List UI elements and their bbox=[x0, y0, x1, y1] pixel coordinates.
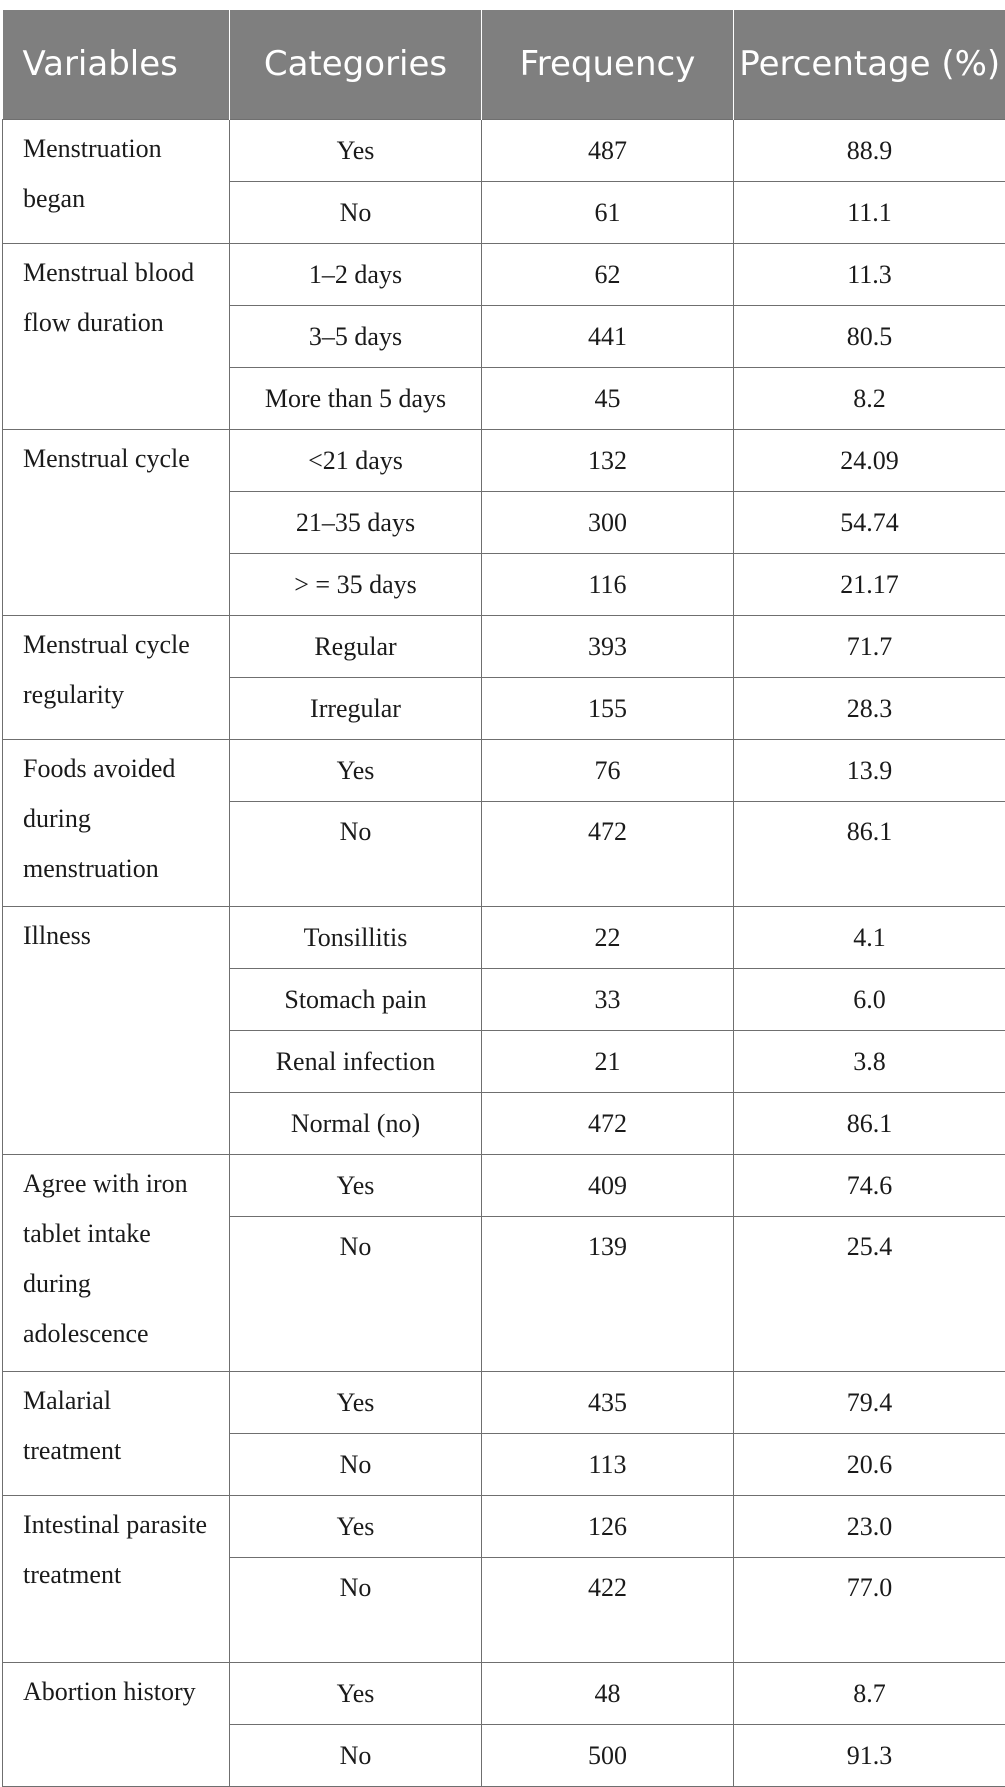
frequency-cell: 22 bbox=[482, 907, 734, 969]
category-cell: No bbox=[230, 1217, 482, 1372]
table-row bbox=[3, 1155, 1005, 1217]
header-row bbox=[3, 10, 1005, 120]
variable-cell: Malarial treatment bbox=[3, 1372, 230, 1496]
table-row bbox=[3, 120, 1005, 182]
table-header bbox=[3, 10, 1005, 120]
frequency-cell: 155 bbox=[482, 678, 734, 740]
data-table bbox=[2, 10, 1005, 1787]
table-row bbox=[3, 430, 1005, 492]
percentage-cell: 71.7 bbox=[734, 616, 1005, 678]
variable-cell: Menstrual blood flow duration bbox=[3, 244, 230, 430]
percentage-cell: 4.1 bbox=[734, 907, 1005, 969]
percentage-cell: 8.2 bbox=[734, 368, 1005, 430]
category-cell: <21 days bbox=[230, 430, 482, 492]
category-cell: Stomach pain bbox=[230, 969, 482, 1031]
frequency-cell: 76 bbox=[482, 740, 734, 802]
variable-cell: Foods avoided during menstruation bbox=[3, 740, 230, 907]
table-row bbox=[3, 1663, 1005, 1725]
frequency-cell: 132 bbox=[482, 430, 734, 492]
frequency-cell: 441 bbox=[482, 306, 734, 368]
category-cell: No bbox=[230, 182, 482, 244]
percentage-cell: 91.3 bbox=[734, 1725, 1005, 1787]
category-cell: Tonsillitis bbox=[230, 907, 482, 969]
frequency-cell: 300 bbox=[482, 492, 734, 554]
frequency-cell: 435 bbox=[482, 1372, 734, 1434]
percentage-cell: 88.9 bbox=[734, 120, 1005, 182]
percentage-cell: 28.3 bbox=[734, 678, 1005, 740]
table-row bbox=[3, 740, 1005, 802]
category-cell: Normal (no) bbox=[230, 1093, 482, 1155]
category-cell: 21–35 days bbox=[230, 492, 482, 554]
category-cell: Yes bbox=[230, 1155, 482, 1217]
percentage-cell: 11.1 bbox=[734, 182, 1005, 244]
frequency-cell: 62 bbox=[482, 244, 734, 306]
category-cell: Yes bbox=[230, 740, 482, 802]
category-cell: Irregular bbox=[230, 678, 482, 740]
category-cell: Yes bbox=[230, 1496, 482, 1558]
table-row bbox=[3, 1372, 1005, 1434]
variable-cell: Menstrual cycle bbox=[3, 430, 230, 616]
frequency-cell: 33 bbox=[482, 969, 734, 1031]
percentage-cell: 20.6 bbox=[734, 1434, 1005, 1496]
category-cell: Regular bbox=[230, 616, 482, 678]
header-variables: Variables bbox=[3, 10, 230, 120]
percentage-cell: 13.9 bbox=[734, 740, 1005, 802]
percentage-cell: 11.3 bbox=[734, 244, 1005, 306]
variable-cell: Illness bbox=[3, 907, 230, 1155]
header-categories: Categories bbox=[230, 10, 482, 120]
frequency-cell: 113 bbox=[482, 1434, 734, 1496]
table-row bbox=[3, 1496, 1005, 1558]
category-cell: No bbox=[230, 802, 482, 907]
table-row bbox=[3, 244, 1005, 306]
category-cell: Yes bbox=[230, 120, 482, 182]
frequency-cell: 21 bbox=[482, 1031, 734, 1093]
percentage-cell: 21.17 bbox=[734, 554, 1005, 616]
header-frequency: Frequency bbox=[482, 10, 734, 120]
table-body bbox=[3, 120, 1005, 1787]
variable-cell: Intestinal parasite treatment bbox=[3, 1496, 230, 1663]
frequency-cell: 472 bbox=[482, 802, 734, 907]
percentage-cell: 80.5 bbox=[734, 306, 1005, 368]
frequency-cell: 61 bbox=[482, 182, 734, 244]
frequency-cell: 422 bbox=[482, 1558, 734, 1663]
category-cell: No bbox=[230, 1558, 482, 1663]
percentage-cell: 74.6 bbox=[734, 1155, 1005, 1217]
variable-cell: Agree with iron tablet intake during adolescence bbox=[3, 1155, 230, 1372]
category-cell: Renal infection bbox=[230, 1031, 482, 1093]
frequency-cell: 48 bbox=[482, 1663, 734, 1725]
frequency-cell: 116 bbox=[482, 554, 734, 616]
variable-cell: Menstruation began bbox=[3, 120, 230, 244]
table-row bbox=[3, 907, 1005, 969]
percentage-cell: 25.4 bbox=[734, 1217, 1005, 1372]
percentage-cell: 23.0 bbox=[734, 1496, 1005, 1558]
variable-cell: Abortion history bbox=[3, 1663, 230, 1787]
category-cell: 3–5 days bbox=[230, 306, 482, 368]
percentage-cell: 86.1 bbox=[734, 802, 1005, 907]
header-percentage: Percentage (%) bbox=[734, 10, 1005, 120]
percentage-cell: 54.74 bbox=[734, 492, 1005, 554]
category-cell: Yes bbox=[230, 1663, 482, 1725]
frequency-cell: 500 bbox=[482, 1725, 734, 1787]
category-cell: More than 5 days bbox=[230, 368, 482, 430]
frequency-cell: 472 bbox=[482, 1093, 734, 1155]
variable-cell: Menstrual cycle regularity bbox=[3, 616, 230, 740]
frequency-cell: 393 bbox=[482, 616, 734, 678]
category-cell: Yes bbox=[230, 1372, 482, 1434]
frequency-cell: 126 bbox=[482, 1496, 734, 1558]
frequency-cell: 409 bbox=[482, 1155, 734, 1217]
frequency-cell: 45 bbox=[482, 368, 734, 430]
category-cell: > = 35 days bbox=[230, 554, 482, 616]
percentage-cell: 8.7 bbox=[734, 1663, 1005, 1725]
percentage-cell: 24.09 bbox=[734, 430, 1005, 492]
percentage-cell: 86.1 bbox=[734, 1093, 1005, 1155]
percentage-cell: 79.4 bbox=[734, 1372, 1005, 1434]
frequency-cell: 487 bbox=[482, 120, 734, 182]
percentage-cell: 6.0 bbox=[734, 969, 1005, 1031]
frequency-cell: 139 bbox=[482, 1217, 734, 1372]
category-cell: 1–2 days bbox=[230, 244, 482, 306]
percentage-cell: 77.0 bbox=[734, 1558, 1005, 1663]
table-row bbox=[3, 616, 1005, 678]
category-cell: No bbox=[230, 1434, 482, 1496]
category-cell: No bbox=[230, 1725, 482, 1787]
percentage-cell: 3.8 bbox=[734, 1031, 1005, 1093]
